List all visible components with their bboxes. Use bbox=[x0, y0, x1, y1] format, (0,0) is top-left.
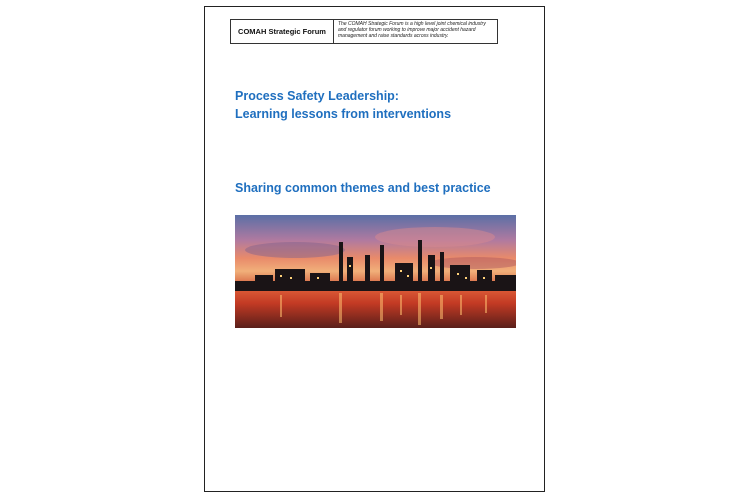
title-line-2: Learning lessons from interventions bbox=[235, 107, 452, 121]
org-name: COMAH Strategic Forum bbox=[231, 20, 334, 43]
document-page bbox=[204, 6, 545, 492]
refinery-photo bbox=[235, 215, 516, 328]
header-box bbox=[230, 19, 498, 44]
refinery-sunset-image bbox=[235, 215, 516, 328]
document-title bbox=[235, 87, 535, 123]
forum-description: The COMAH Strategic Forum is a high level joint chemical industry and regulator forum working to improve major accident hazard management and raise standards across industry. bbox=[338, 21, 486, 39]
title-line-1: Process Safety Leadership: bbox=[235, 89, 399, 103]
document-subtitle: Sharing common themes and best practice bbox=[235, 181, 491, 195]
